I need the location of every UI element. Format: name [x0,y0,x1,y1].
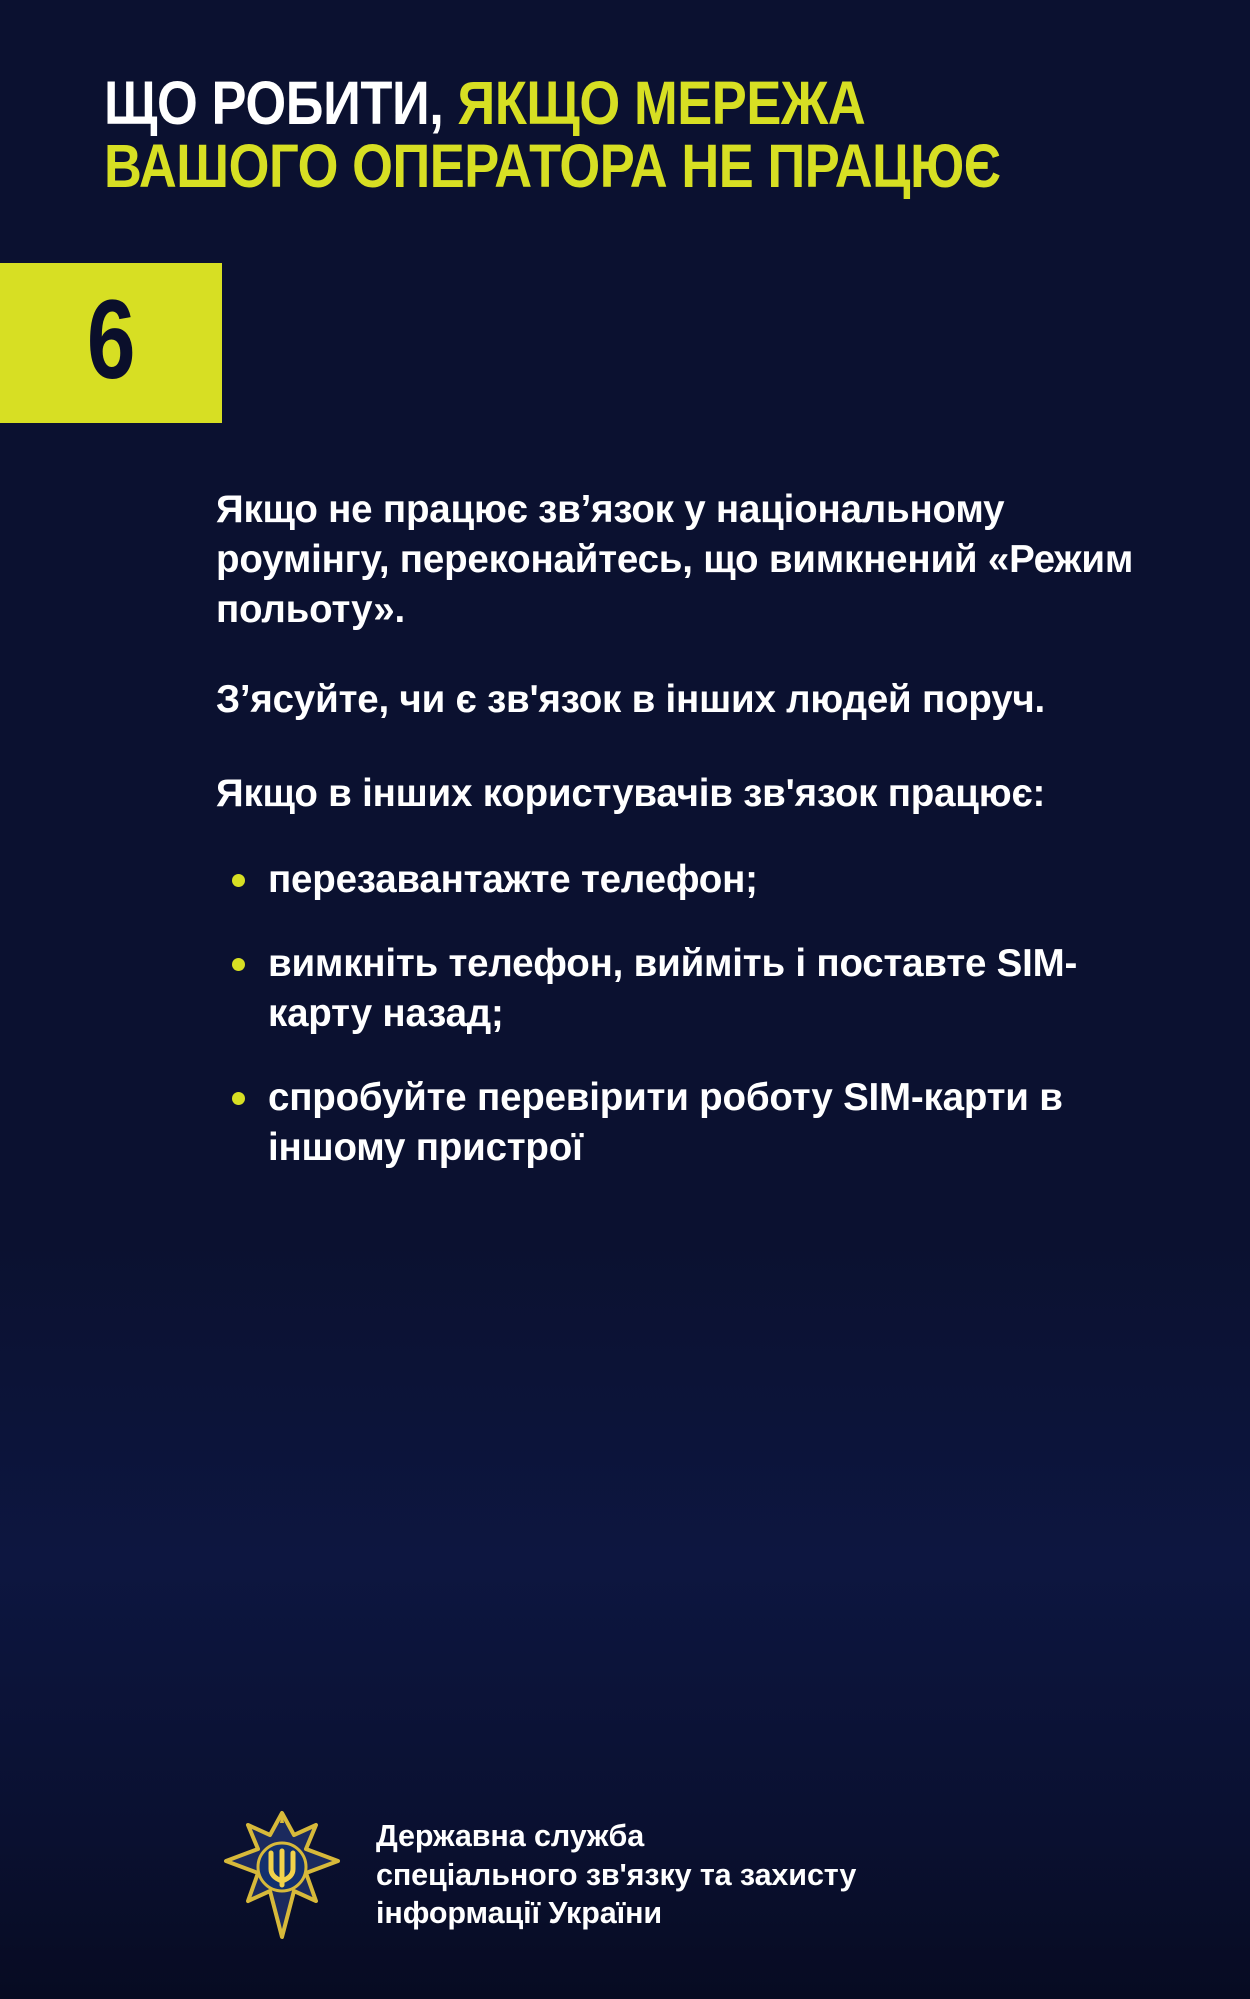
footer-text [376,1817,856,1932]
footer [0,1809,1250,1999]
bullet-dot-icon [232,1092,245,1105]
title-line-1 [104,69,1045,137]
step-number-badge [0,263,222,423]
footer-line-3: інформації України [376,1896,663,1931]
list-item [216,939,1170,1039]
title-block [0,0,1250,199]
bullet-dot-icon [232,958,245,971]
list-item [216,855,1170,905]
footer-line-1: Державна служба [376,1819,645,1854]
bullet-dot-icon [232,874,245,887]
title-part-white: ЩО РОБИТИ, [104,69,444,137]
step-badge-row [0,263,1250,423]
title-line-2: ВАШОГО ОПЕРАТОРА НЕ ПРАЦЮЄ [104,132,1001,201]
list-item-label: перезавантажте телефон; [268,858,758,902]
state-service-emblem-icon [222,1809,342,1941]
bullet-list [216,855,1170,1173]
list-item [216,1073,1170,1173]
title-part-yellow: ЯКЩО МЕРЕЖА [457,69,866,137]
body-block [0,423,1250,1809]
step-number-value: 6 [86,276,136,402]
paragraph-1: Якщо не працює зв’язок у національному роумінгу, переконайтесь, що вимкнений «Режим польоту». [216,487,1134,631]
paragraph-3: Якщо в інших користувачів зв'язок працює: [216,772,1046,816]
list-item-label: вимкніть телефон, вийміть і поставте SIM-карту назад; [268,942,1078,1036]
list-item-label: спробуйте перевірити роботу SIM-карти в іншому пристрої [268,1076,1063,1170]
paragraph-2: З’ясуйте, чи є зв'язок в інших людей поруч. [216,678,1046,722]
footer-line-2: спеціального зв'язку та захисту [376,1857,857,1892]
